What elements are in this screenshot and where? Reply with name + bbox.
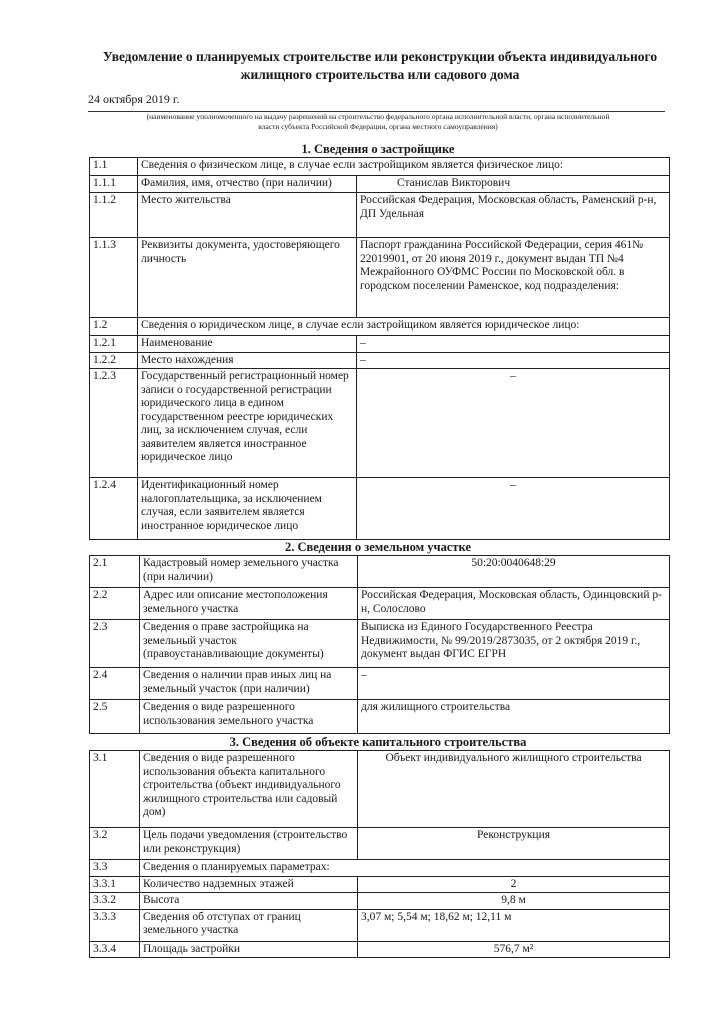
row-number: 1.2.2 (90, 352, 138, 369)
row-value: 576,7 м² (358, 941, 670, 958)
table-row (90, 620, 670, 668)
table-row (90, 556, 670, 588)
row-label: Количество надземных этажей (140, 876, 358, 893)
row-number: 1.1.1 (90, 176, 138, 193)
row-number: 3.3.4 (90, 941, 140, 958)
table-row (90, 876, 670, 893)
row-number: 3.3.1 (90, 876, 140, 893)
row-value: 9,8 м (358, 893, 670, 910)
table-row (90, 893, 670, 910)
row-number: 1.2.4 (90, 478, 138, 540)
row-value: – (357, 369, 670, 478)
row-number: 1.1.2 (90, 193, 138, 238)
section-1-table (89, 157, 670, 540)
table-row (90, 828, 670, 860)
section-3-title: 3. Сведения об объекте капитального строительства (229, 735, 527, 749)
table-row (90, 700, 670, 734)
table-row (90, 352, 670, 369)
row-label: Сведения о праве застройщика на земельный участок (правоустанавливающие документы) (140, 620, 358, 668)
authority-note-line-1: (наименование уполномоченного на выдачу разрешений на строительство федерального органа исполнительной власти, органа исполнительной (146, 112, 610, 121)
row-label: Сведения о физическом лице, в случае если застройщиком является физическое лицо: (138, 158, 670, 176)
row-label: Высота (140, 893, 358, 910)
row-value: – (358, 668, 670, 700)
row-number: 1.1.3 (90, 238, 138, 318)
title-line-1: Уведомление о планируемых строительстве или реконструкции объекта индивидуального (102, 49, 658, 64)
row-label: Цель подачи уведомления (строительство или реконструкция) (140, 828, 358, 860)
row-label: Идентификационный номер налогоплательщика, за исключением случая, если заявителем является иностранное юридическое лицо (138, 478, 357, 540)
section-2-table (89, 555, 670, 734)
document-date: 24 октября 2019 г. (88, 92, 180, 106)
row-value: 3,07 м; 5,54 м; 18,62 м; 12,11 м (358, 909, 670, 941)
row-label: Место жительства (138, 193, 357, 238)
row-number: 2.1 (90, 556, 140, 588)
table-row (90, 941, 670, 958)
title-line-2: жилищного строительства или садового дома (240, 67, 520, 82)
table-row (90, 318, 670, 336)
document-title (60, 48, 700, 84)
row-number: 1.2 (90, 318, 138, 336)
row-number: 3.2 (90, 828, 140, 860)
row-value: Выписка из Единого Государственного Реестра Недвижимости, № 99/2019/2873035, от 2 октября 2019 г., документ выдан ФГИС ЕГРН (358, 620, 670, 668)
row-label: Сведения о планируемых параметрах: (140, 860, 670, 877)
row-value: Станислав Викторович (357, 176, 670, 193)
table-row (90, 860, 670, 877)
row-number: 1.1 (90, 158, 138, 176)
section-2-title: 2. Сведения о земельном участке (285, 540, 471, 554)
table-row (90, 909, 670, 941)
row-value: 50:20:0040648:29 (358, 556, 670, 588)
row-number: 1.2.3 (90, 369, 138, 478)
row-number: 2.4 (90, 668, 140, 700)
row-number: 3.3 (90, 860, 140, 877)
row-label: Государственный регистрационный номер записи о государственной регистрации юридического лица в едином государственном реестре юридических лиц, за исключением случая, если заявителем является иностранное юридическое лицо (138, 369, 357, 478)
table-row (90, 751, 670, 828)
table-row (90, 158, 670, 176)
row-label: Сведения о наличии прав иных лиц на земельный участок (при наличии) (140, 668, 358, 700)
row-number: 1.2.1 (90, 336, 138, 353)
row-number: 2.2 (90, 588, 140, 620)
table-row (90, 336, 670, 353)
row-value: Российская Федерация, Московская область, Раменский р-н, ДП Удельная (357, 193, 670, 238)
table-row (90, 193, 670, 238)
row-label: Кадастровый номер земельного участка (при наличии) (140, 556, 358, 588)
row-number: 3.3.2 (90, 893, 140, 910)
row-label: Сведения о виде разрешенного использования земельного участка (140, 700, 358, 734)
table-row (90, 668, 670, 700)
row-number: 3.3.3 (90, 909, 140, 941)
row-label: Адрес или описание местоположения земельного участка (140, 588, 358, 620)
row-value: Российская Федерация, Московская область, Одинцовский р-н, Солослово (358, 588, 670, 620)
section-1-title: 1. Сведения о застройщике (301, 142, 455, 156)
section-3-table (89, 750, 670, 958)
row-value: Паспорт гражданина Российской Федерации, серия 461№ 22019901, от 20 июня 2019 г., документ выдан ТП №4 Межрайонного ОУФМС России по Московской обл. в городском поселении Раменское, код подразделения: (357, 238, 670, 318)
row-label: Наименование (138, 336, 357, 353)
row-label: Сведения о виде разрешенного использования объекта капитального строительства (объект индивидуального жилищного строительства или садовый дом) (140, 751, 358, 828)
row-number: 3.1 (90, 751, 140, 828)
row-value: для жилищного строительства (358, 700, 670, 734)
row-label: Реквизиты документа, удостоверяющего личность (138, 238, 357, 318)
row-value: – (357, 478, 670, 540)
table-row (90, 588, 670, 620)
table-row (90, 176, 670, 193)
row-value: – (357, 336, 670, 353)
table-row (90, 369, 670, 478)
row-value: Объект индивидуального жилищного строительства (358, 751, 670, 828)
row-value: – (357, 352, 670, 369)
row-number: 2.5 (90, 700, 140, 734)
row-label: Сведения о юридическом лице, в случае если застройщиком является юридическое лицо: (138, 318, 670, 336)
table-row (90, 478, 670, 540)
row-number: 2.3 (90, 620, 140, 668)
row-value: Реконструкция (358, 828, 670, 860)
table-row (90, 238, 670, 318)
authority-note-line-2: власти субъекта Российской Федерации, органа местного самоуправления) (258, 122, 498, 131)
authority-note (88, 112, 668, 132)
row-value: 2 (358, 876, 670, 893)
row-label: Фамилия, имя, отчество (при наличии) (138, 176, 357, 193)
row-label: Площадь застройки (140, 941, 358, 958)
row-label: Сведения об отступах от границ земельного участка (140, 909, 358, 941)
row-label: Место нахождения (138, 352, 357, 369)
